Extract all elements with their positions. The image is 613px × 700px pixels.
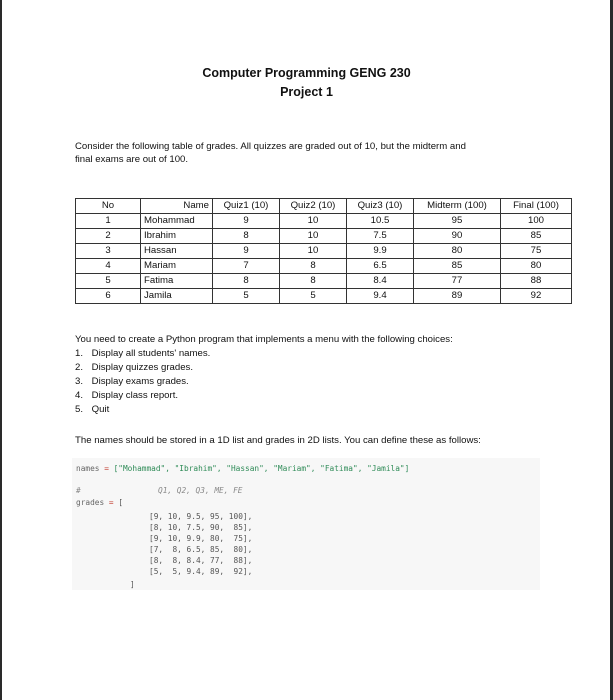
code-grades-close: ] <box>130 580 135 589</box>
menu-item-number: 1. <box>75 348 84 359</box>
grades-table <box>75 198 572 304</box>
code-grades-open: [ <box>118 498 123 507</box>
menu-item-number: 2. <box>75 362 84 373</box>
menu-item-text: Display all students' names. <box>91 348 211 359</box>
table-row <box>76 289 572 304</box>
cell-midterm: 90 <box>414 229 501 244</box>
cell-final: 75 <box>501 244 572 259</box>
title-block <box>0 64 613 102</box>
table-row <box>76 274 572 289</box>
cell-name: Mohammad <box>141 214 213 229</box>
intro-paragraph <box>75 140 545 166</box>
cell-no: 5 <box>76 274 141 289</box>
cell-final: 100 <box>501 214 572 229</box>
menu-item-number: 5. <box>75 404 84 415</box>
table-row <box>76 244 572 259</box>
cell-quiz1: 9 <box>213 244 280 259</box>
cell-midterm: 89 <box>414 289 501 304</box>
menu-item-text: Display class report. <box>91 390 179 401</box>
code-comment-text: Q1, Q2, Q3, ME, FE <box>158 486 243 495</box>
table-row <box>76 229 572 244</box>
cell-name: Ibrahim <box>141 229 213 244</box>
header-quiz2: Quiz2 (10) <box>280 199 347 214</box>
page-title: Computer Programming GENG 230 <box>202 66 411 80</box>
cell-quiz2: 10 <box>280 214 347 229</box>
code-block <box>72 458 540 590</box>
cell-name: Hassan <box>141 244 213 259</box>
code-grades-eq: = <box>108 498 114 507</box>
cell-midterm: 80 <box>414 244 501 259</box>
names-note-text: The names should be stored in a 1D list and grades in 2D lists. You can define these as follows: <box>75 435 481 446</box>
header-quiz1: Quiz1 (10) <box>213 199 280 214</box>
cell-no: 6 <box>76 289 141 304</box>
cell-final: 92 <box>501 289 572 304</box>
cell-no: 3 <box>76 244 141 259</box>
code-grade-row: [8, 10, 7.5, 90, 85], <box>149 523 253 532</box>
code-names-var: names <box>76 464 100 473</box>
menu-item-text: Quit <box>91 404 110 415</box>
header-name: Name <box>141 199 213 214</box>
menu-list <box>75 347 210 417</box>
code-grade-row: [7, 8, 6.5, 85, 80], <box>149 545 253 554</box>
code-grade-row: [9, 10, 9.5, 95, 100], <box>149 512 253 521</box>
list-item <box>75 389 210 403</box>
menu-item-number: 4. <box>75 390 84 401</box>
cell-quiz3: 6.5 <box>347 259 414 274</box>
left-border <box>0 0 2 700</box>
cell-no: 2 <box>76 229 141 244</box>
cell-quiz3: 7.5 <box>347 229 414 244</box>
cell-quiz2: 10 <box>280 244 347 259</box>
cell-final: 88 <box>501 274 572 289</box>
cell-quiz2: 8 <box>280 259 347 274</box>
menu-item-text: Display quizzes grades. <box>91 362 193 373</box>
code-line-names <box>76 464 409 473</box>
cell-quiz1: 8 <box>213 229 280 244</box>
cell-no: 4 <box>76 259 141 274</box>
code-grade-row: [5, 5, 9.4, 89, 92], <box>149 567 253 576</box>
page-subtitle: Project 1 <box>280 85 333 99</box>
cell-quiz1: 5 <box>213 289 280 304</box>
code-comment-hash: # <box>76 486 81 495</box>
cell-name: Fatima <box>141 274 213 289</box>
cell-no: 1 <box>76 214 141 229</box>
header-quiz3: Quiz3 (10) <box>347 199 414 214</box>
cell-final: 80 <box>501 259 572 274</box>
cell-midterm: 95 <box>414 214 501 229</box>
cell-quiz2: 10 <box>280 229 347 244</box>
table-row <box>76 259 572 274</box>
code-grades-var: grades <box>76 498 105 507</box>
cell-quiz1: 7 <box>213 259 280 274</box>
cell-quiz3: 8.4 <box>347 274 414 289</box>
menu-item-text: Display exams grades. <box>91 376 189 387</box>
header-midterm: Midterm (100) <box>414 199 501 214</box>
cell-quiz3: 10.5 <box>347 214 414 229</box>
list-item <box>75 375 210 389</box>
cell-quiz3: 9.4 <box>347 289 414 304</box>
list-item <box>75 403 210 417</box>
cell-quiz1: 9 <box>213 214 280 229</box>
code-grade-row: [8, 8, 8.4, 77, 88], <box>149 556 253 565</box>
cell-name: Mariam <box>141 259 213 274</box>
list-item <box>75 361 210 375</box>
header-final: Final (100) <box>501 199 572 214</box>
code-names-eq: = <box>104 464 109 473</box>
cell-name: Jamila <box>141 289 213 304</box>
cell-final: 85 <box>501 229 572 244</box>
list-item <box>75 347 210 361</box>
code-grade-row: [9, 10, 9.9, 80, 75], <box>149 534 253 543</box>
header-no: No <box>76 199 141 214</box>
menu-item-number: 3. <box>75 376 84 387</box>
table-row <box>76 214 572 229</box>
cell-midterm: 77 <box>414 274 501 289</box>
code-names-value: ["Mohammad", "Ibrahim", "Hassan", "Mariam", "Fatima", "Jamila"] <box>113 464 410 473</box>
cell-quiz3: 9.9 <box>347 244 414 259</box>
code-line-grades <box>76 498 123 507</box>
cell-quiz2: 8 <box>280 274 347 289</box>
intro-line-1: Consider the following table of grades. All quizzes are graded out of 10, but the midterm and <box>75 141 466 152</box>
intro-line-2: final exams are out of 100. <box>75 154 189 165</box>
cell-quiz2: 5 <box>280 289 347 304</box>
cell-quiz1: 8 <box>213 274 280 289</box>
menu-intro-text: You need to create a Python program that implements a menu with the following choices: <box>75 334 453 345</box>
table-header-row <box>76 199 572 214</box>
cell-midterm: 85 <box>414 259 501 274</box>
